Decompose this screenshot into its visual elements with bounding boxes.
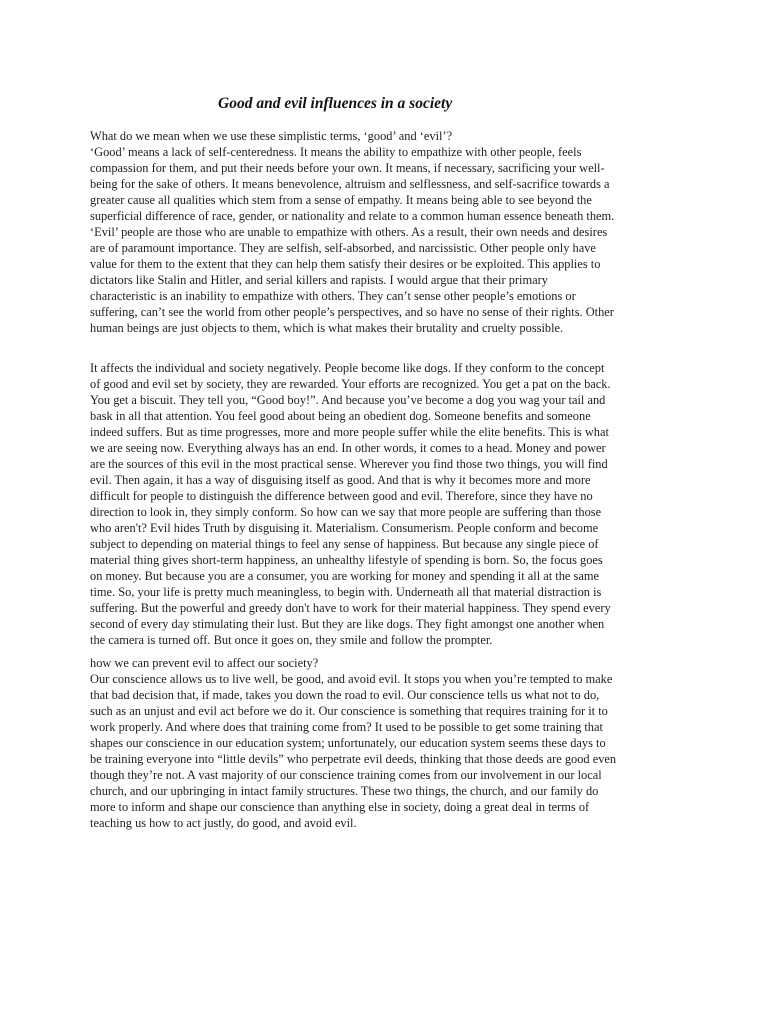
text-line: we are seeing now. Everything always has an end. In other words, it comes to a head. Money and power	[90, 441, 606, 455]
text-line: bask in all that attention. You feel good about being an obedient dog. Someone benefits and someone	[90, 409, 591, 423]
section-prevention	[90, 655, 680, 831]
text-line: dictators like Stalin and Hitler, and serial killers and rapists. I would argue that their primary	[90, 273, 548, 287]
text-line: the camera is turned off. But once it goes on, they smile and follow the prompter.	[90, 633, 493, 647]
text-line: It affects the individual and society negatively. People become like dogs. If they conform to the concept	[90, 361, 605, 375]
text-line: subject to depending on material things to feel any sense of happiness. But because any single piece of	[90, 537, 599, 551]
text-line: who aren't? Evil hides Truth by disguising it. Materialism. Consumerism. People conform and become	[90, 521, 599, 535]
text-line: how we can prevent evil to affect our society?	[90, 656, 319, 670]
text-line: shapes our conscience in our education system; unfortunately, our education system seems these days to	[90, 736, 606, 750]
text-line: evil. Then again, it has a way of disguising itself as good. And that is why it becomes more and more	[90, 473, 591, 487]
text-line: You get a biscuit. They tell you, “Good boy!”. And because you’ve become a dog you wag your tail and	[90, 393, 606, 407]
text-line: greater cause all qualities which stem from a sense of empathy. It means being able to see beyond the	[90, 193, 592, 207]
text-line: What do we mean when we use these simplistic terms, ‘good’ and ‘evil’?	[90, 129, 453, 143]
text-line: characteristic is an inability to empathize with others. They can’t sense other people’s emotions or	[90, 289, 576, 303]
text-line: material thing gives short-term happiness, an unhealthy lifestyle of spending is born. So, the focus goes	[90, 553, 603, 567]
text-line: human beings are just objects to them, which is what makes their brutality and cruelty possible.	[90, 321, 564, 335]
text-line: though they’re not. A vast majority of our conscience training comes from our involvement in our local	[90, 768, 602, 782]
text-line: on money. But because you are a consumer, you are working for money and spending it all at the same	[90, 569, 599, 583]
text-line: that bad decision that, if made, takes you down the road to evil. Our conscience tells us what not to do,	[90, 688, 600, 702]
text-line: suffering. But the powerful and greedy don't have to work for their material happiness. They spend every	[90, 601, 611, 615]
text-line: time. So, your life is pretty much meaningless, to begin with. Underneath all that material distraction is	[90, 585, 602, 599]
text-line: of good and evil set by society, they are rewarded. Your efforts are recognized. You get a pat on the back.	[90, 377, 611, 391]
text-line: indeed suffers. But as time progresses, more and more people suffer while the elite benefits. This is what	[90, 425, 609, 439]
text-line: being for the sake of others. It means benevolence, altruism and selflessness, and self-sacrifice towards a	[90, 177, 610, 191]
text-line: more to inform and shape our conscience than anything else in society, doing a great deal in terms of	[90, 800, 590, 814]
text-line: superficial difference of race, gender, or nationality and relate to a common human essence beneath them.	[90, 209, 615, 223]
section-effects	[90, 360, 680, 648]
text-line: be training everyone into “little devils” who perpetrate evil deeds, thinking that those deeds are good even	[90, 752, 617, 766]
text-line: ‘Good’ means a lack of self-centeredness. It means the ability to empathize with other people, feels	[90, 145, 582, 159]
text-line: direction to look in, they simply conform. So how can we say that more people are suffering than those	[90, 505, 602, 519]
text-line: Our conscience allows us to live well, be good, and avoid evil. It stops you when you’re tempted to make	[90, 672, 613, 686]
text-line: are the sources of this evil in the most practical sense. Wherever you find those two things, you will find	[90, 457, 608, 471]
text-line: teaching us how to act justly, do good, and avoid evil.	[90, 816, 357, 830]
text-line: such as an unjust and evil act before we do it. Our conscience is something that requires training for it to	[90, 704, 608, 718]
text-line: ‘Evil’ people are those who are unable to empathize with others. As a result, their own needs and desires	[90, 225, 608, 239]
text-line: value for them to the extent that they can help them satisfy their desires or be exploited. This applies to	[90, 257, 601, 271]
text-line: suffering, can’t see the world from other people’s perspectives, and so have no sense of their rights. Other	[90, 305, 614, 319]
text-line: difficult for people to distinguish the difference between good and evil. Therefore, since they have no	[90, 489, 593, 503]
text-line: compassion for them, and put their needs before your own. It means, if necessary, sacrificing your well-	[90, 161, 605, 175]
text-line: work properly. And where does that training come from? It used to be possible to get some training that	[90, 720, 603, 734]
text-line: are of paramount importance. They are selfish, self-absorbed, and narcissistic. Other people only have	[90, 241, 596, 255]
text-line: church, and our upbringing in intact family structures. These two things, the church, and our family do	[90, 784, 599, 798]
section-definitions	[90, 128, 680, 336]
document-title: Good and evil influences in a society	[218, 95, 453, 112]
text-line: second of every day stimulating their lust. But they are like dogs. They fight amongst one another when	[90, 617, 605, 631]
